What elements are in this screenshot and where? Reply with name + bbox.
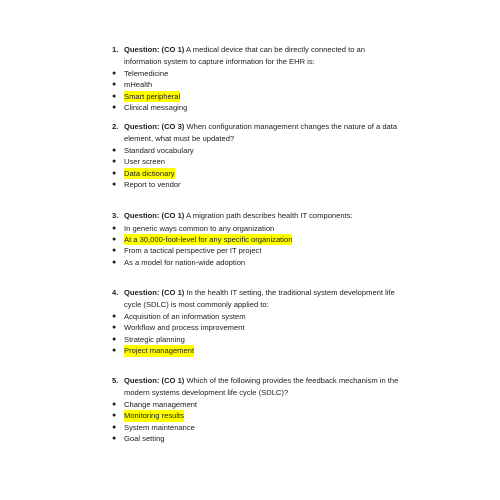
answer-option (112, 245, 402, 256)
answer-option-text: In generic ways common to any organization (124, 223, 275, 233)
answer-option (112, 433, 402, 444)
answer-option-text: Monitoring results (124, 411, 184, 421)
answer-options (112, 68, 402, 114)
answer-option-selected (112, 91, 402, 102)
answer-option-selected (112, 345, 402, 356)
bullet-icon: ● (112, 401, 117, 408)
answer-options (112, 399, 402, 445)
question-number: 4. (112, 288, 119, 297)
question-line (112, 210, 402, 222)
question-line (112, 287, 402, 310)
bullet-icon: ● (112, 247, 117, 255)
question-text (124, 121, 402, 144)
question-text (124, 287, 402, 310)
bullet-icon: ● (112, 347, 117, 355)
question-body: A medical device that can be directly connected to an information system to capture information for the EHR is: (124, 45, 366, 66)
answer-option-text: Project management (124, 346, 195, 356)
question-text (124, 44, 402, 67)
answer-options (112, 311, 402, 357)
question-label: Question: (CO 1) (124, 288, 185, 297)
answer-option (112, 68, 402, 79)
answer-option-text: Change management (124, 400, 198, 409)
question-number: 2. (112, 122, 119, 131)
answer-option-text: Acquisition of an information system (124, 312, 246, 321)
bullet-icon: ● (112, 104, 117, 112)
bullet-icon: ● (112, 92, 117, 100)
answer-option-text: At a 30,000-foot-level for any specific organization (124, 234, 293, 244)
answer-option-text: As a model for nation-wide adoption (124, 257, 246, 267)
question-label: Question: (CO 1) (124, 211, 185, 220)
question-number: 3. (112, 211, 119, 220)
answer-option-text: User screen (124, 157, 165, 167)
question-block (112, 375, 402, 445)
question-number: 5. (112, 376, 119, 385)
answer-option-text: From a tactical perspective per IT project (124, 246, 262, 256)
answer-option (112, 311, 402, 322)
answer-option-selected (112, 234, 402, 245)
answer-option-text: Telemedicine (124, 69, 169, 78)
question-line (112, 44, 402, 67)
bullet-icon: ● (112, 324, 117, 332)
question-body: In the health IT setting, the traditional system development life cycle (SDLC) is most commonly applied to: (124, 288, 395, 309)
bullet-icon: ● (112, 335, 117, 343)
bullet-icon: ● (112, 147, 117, 154)
answer-options (112, 145, 402, 191)
question-block (112, 121, 402, 191)
bullet-icon: ● (112, 423, 117, 431)
answer-option (112, 399, 402, 410)
answer-option-text: Workflow and process improvement (124, 323, 245, 333)
question-block (112, 210, 402, 268)
answer-option (112, 223, 402, 234)
bullet-icon: ● (112, 235, 117, 243)
question-line (112, 375, 402, 398)
answer-option-text: Smart peripheral (124, 91, 181, 101)
answer-option (112, 322, 402, 333)
answer-option-selected (112, 410, 402, 421)
answer-option (112, 422, 402, 433)
answer-option (112, 179, 402, 190)
question-block (112, 44, 402, 114)
question-body: Which of the following provides the feedback mechanism in the modern systems development life cycle (SDLC)? (124, 376, 399, 397)
question-body: A migration path describes health IT components: (184, 211, 353, 220)
question-number: 1. (112, 45, 119, 54)
answer-option-text: Report to vendor (124, 180, 181, 190)
answer-option (112, 257, 402, 268)
question-label: Question: (CO 1) (124, 376, 185, 385)
bullet-icon: ● (112, 435, 117, 443)
answer-option-text: Goal setting (124, 434, 165, 444)
question-label: Question: (CO 3) (124, 122, 185, 131)
answer-option-text: System maintenance (124, 422, 195, 432)
bullet-icon: ● (112, 224, 117, 232)
bullet-icon: ● (112, 313, 117, 320)
question-body: When configuration management changes the nature of a data element, what must be updated? (124, 122, 398, 143)
answer-option-text: Clinical messaging (124, 103, 188, 113)
answer-option-selected (112, 168, 402, 179)
answer-option-text: Standard vocabulary (124, 146, 194, 155)
answer-option (112, 145, 402, 156)
question-label: Question: (CO 1) (124, 45, 185, 54)
answer-option (112, 156, 402, 167)
answer-option (112, 334, 402, 345)
question-block (112, 287, 402, 357)
question-text (124, 210, 402, 222)
question-line (112, 121, 402, 144)
question-text (124, 375, 402, 398)
bullet-icon: ● (112, 70, 117, 77)
answer-option (112, 102, 402, 113)
bullet-icon: ● (112, 181, 117, 189)
bullet-icon: ● (112, 81, 117, 89)
answer-option-text: Strategic planning (124, 334, 185, 344)
answer-option-text: mHealth (124, 80, 153, 90)
answer-option-text: Data dictionary (124, 168, 175, 178)
bullet-icon: ● (112, 258, 117, 266)
answer-options (112, 223, 402, 269)
answer-option (112, 79, 402, 90)
bullet-icon: ● (112, 412, 117, 420)
bullet-icon: ● (112, 169, 117, 177)
bullet-icon: ● (112, 158, 117, 166)
